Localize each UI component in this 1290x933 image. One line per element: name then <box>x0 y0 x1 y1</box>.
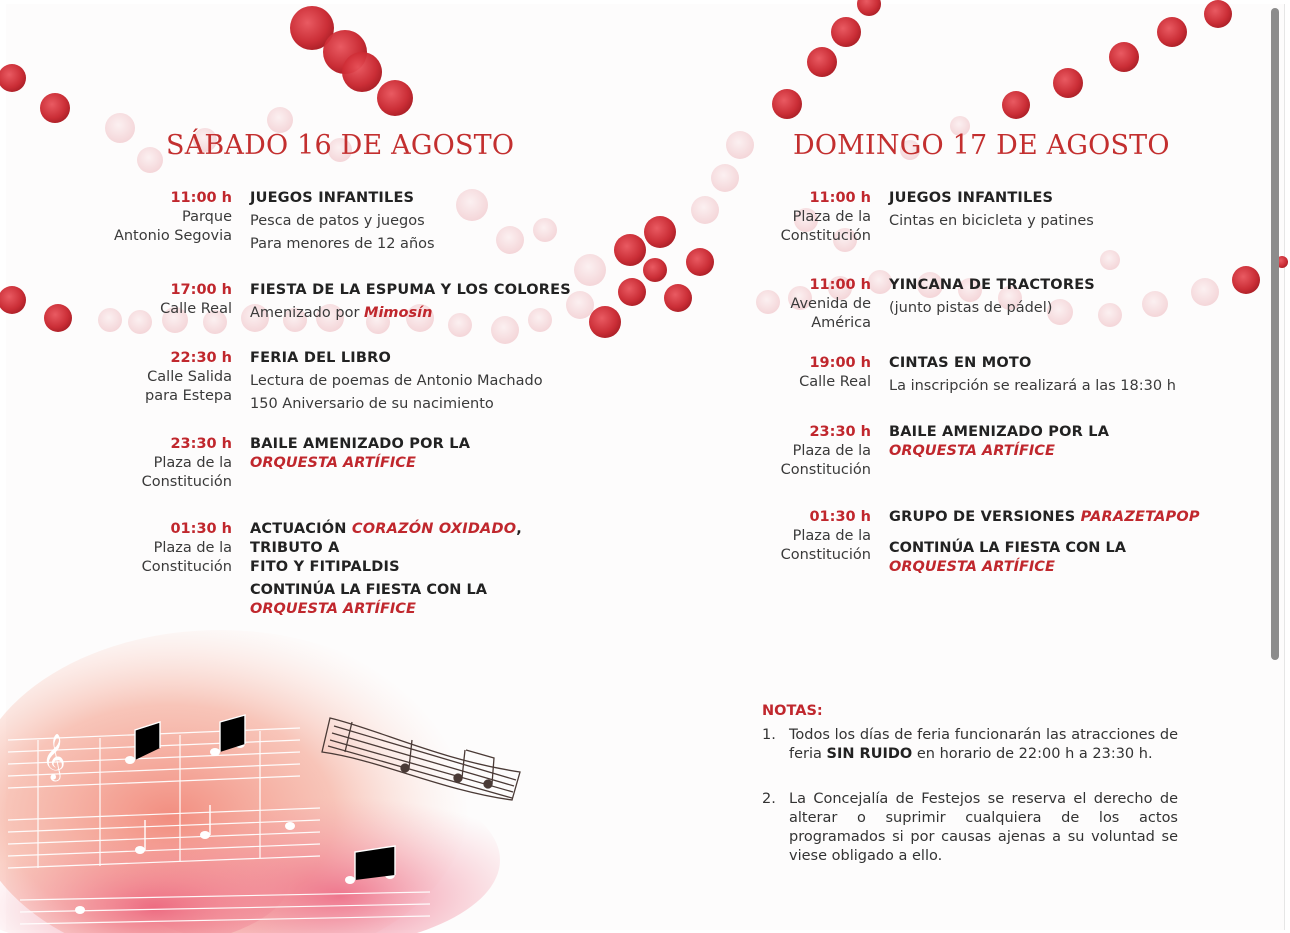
event-place: para Estepa <box>145 388 232 404</box>
event-detail-text: Amenizado por <box>250 305 365 321</box>
confetti-dot-red <box>1053 68 1083 98</box>
event-saturday-3 <box>52 349 552 414</box>
event-title: JUEGOS INFANTILES <box>889 190 1054 206</box>
performer-name: ORQUESTA ARTÍFICE <box>889 443 1055 459</box>
event-place: Constitución <box>780 547 871 563</box>
notes-section <box>762 702 1178 892</box>
event-saturday-5 <box>52 520 552 619</box>
saturday-title: SÁBADO 16 DE AGOSTO <box>166 130 515 161</box>
confetti-dot-red <box>589 306 621 338</box>
event-title: YINCANA DE TRACTORES <box>889 277 1095 293</box>
confetti-dot-red <box>644 216 676 248</box>
confetti-dot-red <box>857 0 881 16</box>
confetti-dot-pale <box>137 147 163 173</box>
event-place: Plaza de la <box>153 540 232 556</box>
event-time: 23:30 h <box>170 436 232 452</box>
event-sunday-2 <box>691 276 1191 333</box>
event-title-text: GRUPO DE VERSIONES <box>889 509 1081 525</box>
confetti-dot-red <box>1157 17 1187 47</box>
confetti-dot-red <box>1204 0 1232 28</box>
event-time: 11:00 h <box>809 190 871 206</box>
event-time: 17:00 h <box>170 282 232 298</box>
event-title-text: , TRIBUTO A <box>250 521 522 556</box>
event-detail <box>250 300 590 323</box>
event-detail: La inscripción se realizará a las 18:30 h <box>889 378 1176 394</box>
confetti-dot-red <box>807 47 837 77</box>
event-title <box>250 520 590 558</box>
event-detail: 150 Aniversario de su nacimiento <box>250 396 494 412</box>
performer-name: CORAZÓN OXIDADO <box>351 521 517 537</box>
event-title: CINTAS EN MOTO <box>889 355 1032 371</box>
event-sunday-4 <box>691 423 1191 480</box>
event-title-text: ACTUACIÓN <box>250 521 352 537</box>
confetti-dot-pale <box>726 131 754 159</box>
confetti-dot-red <box>0 286 26 314</box>
event-saturday-4 <box>52 435 552 492</box>
note-text-part: en horario de 22:00 h a 23:30 h. <box>912 746 1153 762</box>
confetti-dot-red <box>831 17 861 47</box>
saturday-schedule <box>52 189 571 640</box>
event-sunday-5 <box>691 508 1200 577</box>
confetti-dot-red <box>1109 42 1139 72</box>
performer-name: ORQUESTA ARTÍFICE <box>250 455 416 471</box>
event-detail: Pesca de patos y juegos <box>250 213 425 229</box>
event-place: Constitución <box>141 474 232 490</box>
event-saturday-2 <box>52 281 571 323</box>
event-sunday-3 <box>691 354 1191 396</box>
note-text <box>789 726 1178 764</box>
performer-name: ORQUESTA ARTÍFICE <box>889 559 1055 575</box>
confetti-dot-red <box>772 89 802 119</box>
event-title: CONTINÚA LA FIESTA CON LA <box>250 582 487 598</box>
event-time: 11:00 h <box>170 190 232 206</box>
event-place: Calle Salida <box>147 369 232 385</box>
event-time: 23:30 h <box>809 424 871 440</box>
event-place: América <box>811 315 871 331</box>
confetti-dot-red <box>40 93 70 123</box>
event-time: 19:00 h <box>809 355 871 371</box>
confetti-dot-pale <box>711 164 739 192</box>
note-text: La Concejalía de Festejos se reserva el derecho de alterar o suprimir cualquiera de los actos programados si por causas ajenas a su voluntad se viese obligado a ello. <box>789 791 1178 864</box>
event-title: BAILE AMENIZADO POR LA <box>889 424 1110 440</box>
sunday-title: DOMINGO 17 DE AGOSTO <box>793 130 1170 161</box>
event-place: Antonio Segovia <box>113 228 232 244</box>
event-title: FERIA DEL LIBRO <box>250 350 392 366</box>
note-emphasis: SIN RUIDO <box>826 746 913 762</box>
event-title: JUEGOS INFANTILES <box>250 190 415 206</box>
event-sunday-1 <box>691 189 1191 246</box>
event-saturday-1 <box>52 189 552 254</box>
watercolor-music-score-decoration <box>0 630 500 933</box>
scrollbar[interactable] <box>1271 8 1279 660</box>
confetti-dot-red <box>1232 266 1260 294</box>
performer-name: Mimosín <box>364 305 433 321</box>
confetti-dot-red <box>618 278 646 306</box>
event-place: Plaza de la <box>153 455 232 471</box>
note-number: 2. <box>762 791 776 807</box>
event-place: Parque <box>182 209 232 225</box>
performer-name: PARAZETAPOP <box>1080 509 1200 525</box>
event-time: 01:30 h <box>809 509 871 525</box>
sunday-schedule <box>691 189 1200 598</box>
svg-text:𝄞: 𝄞 <box>42 734 66 780</box>
event-place: Constitución <box>780 228 871 244</box>
event-title: FIESTA DE LA ESPUMA Y LOS COLORES <box>250 282 571 298</box>
event-place: Plaza de la <box>792 443 871 459</box>
event-time: 22:30 h <box>170 350 232 366</box>
confetti-dot-red <box>643 258 667 282</box>
event-detail: (junto pistas de pádel) <box>889 300 1053 316</box>
confetti-dot-red <box>0 64 26 92</box>
note-text-part: Todos los días de feria funcionarán las atracciones de feria <box>789 727 1178 762</box>
note-number: 1. <box>762 727 776 743</box>
event-detail: Lectura de poemas de Antonio Machado <box>250 373 543 389</box>
event-detail: Cintas en bicicleta y patines <box>889 213 1094 229</box>
event-place: Plaza de la <box>792 528 871 544</box>
event-title: CONTINÚA LA FIESTA CON LA <box>889 540 1126 556</box>
note-item <box>762 790 1178 866</box>
confetti-dot-red <box>664 284 692 312</box>
event-detail: Para menores de 12 años <box>250 236 435 252</box>
event-place: Constitución <box>141 559 232 575</box>
event-place: Plaza de la <box>792 209 871 225</box>
event-place: Calle Real <box>160 301 232 317</box>
confetti-dot-red <box>342 52 382 92</box>
event-place: Avenida de <box>790 296 871 312</box>
event-place: Calle Real <box>799 374 871 390</box>
event-title-line2: FITO Y FITIPALDIS <box>250 559 400 575</box>
event-title: BAILE AMENIZADO POR LA <box>250 436 471 452</box>
event-time: 01:30 h <box>170 521 232 537</box>
confetti-dot-red <box>614 234 646 266</box>
confetti-dot-red <box>1002 91 1030 119</box>
confetti-dot-red <box>377 80 413 116</box>
event-place: Constitución <box>780 462 871 478</box>
notes-title: NOTAS: <box>762 703 823 719</box>
note-item <box>762 726 1178 764</box>
event-time: 11:00 h <box>809 277 871 293</box>
event-title <box>889 508 1229 527</box>
performer-name: ORQUESTA ARTÍFICE <box>250 601 416 617</box>
confetti-dot-pale <box>105 113 135 143</box>
